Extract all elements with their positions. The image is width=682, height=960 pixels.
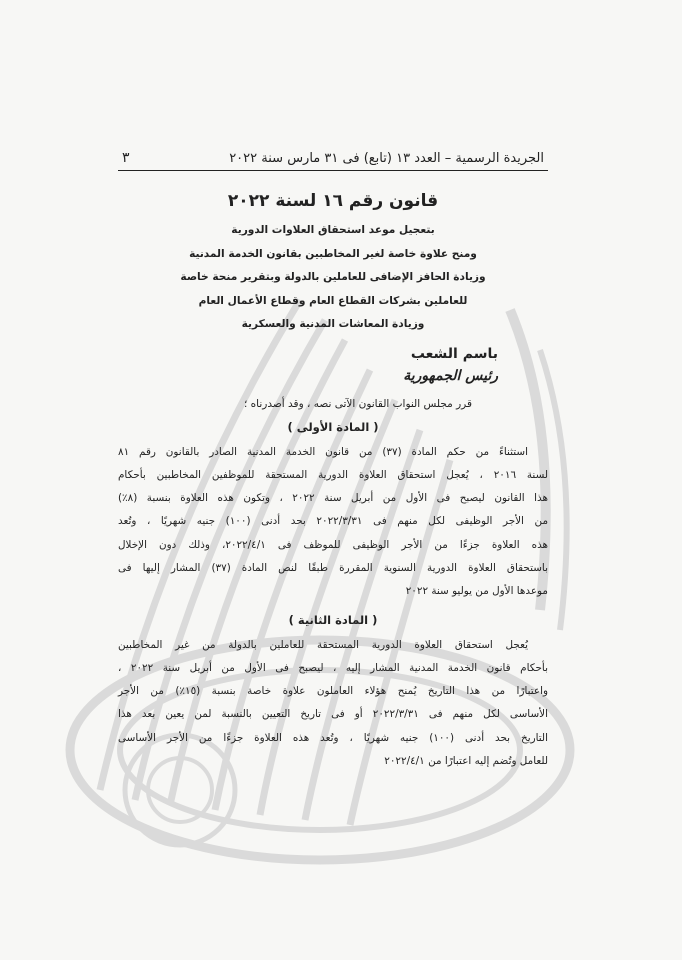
article-1-line: هذه العلاوة جزءًا من الأجر الوظيفى للموظف فى ٢٠٢٢/٤/١، وذلك دون الإخلال (118, 538, 548, 551)
article-2-line: بأحكام قانون الخدمة المدنية المشار إليه ، ليصبح فى الأول من أبريل سنة ٢٠٢٢ ، (118, 661, 548, 674)
article-1-line: لسنة ٢٠١٦ ، يُعجل استحقاق العلاوة الدورية المستحقة للموظفين المخاطبين بأحكام (118, 468, 549, 481)
law-title: قانون رقم ١٦ لسنة ٢٠٢٢ (227, 191, 439, 211)
article-2-line: واعتبارًا من هذا التاريخ يُمنح هؤلاء العاملون علاوة خاصة بنسبة (١٥٪) من الأجر (118, 685, 548, 698)
article-1-line: من الأجر الوظيفى لكل منهم فى ٢٠٢٢/٣/٣١ بحد أدنى (١٠٠) جنيه شهريًا ، وتُعد (118, 515, 549, 528)
page-header (118, 150, 548, 171)
law-subtitle-line: للعاملين بشركات القطاع العام وقطاع الأعمال العام (198, 294, 468, 307)
article-2-line: للعامل وتُضم إليه اعتبارًا من ٢٠٢٢/٤/١ (384, 755, 548, 768)
article-1-body (118, 441, 548, 604)
law-subtitle-line: بتعجيل موعد استحقاق العلاوات الدورية (231, 224, 435, 236)
article-1-line: استثناءً من حكم المادة (٣٧) من قانون الخدمة المدنية الصادر بالقانون رقم ٨١ (118, 445, 529, 458)
article-2-body (118, 634, 548, 774)
page-number: ٣ (122, 150, 130, 166)
law-subtitle-line: وزيادة الحافز الإضافى للعاملين بالدولة وبتقرير منحة خاصة (180, 271, 486, 283)
article-2-line: يُعجل استحقاق العلاوة الدورية المستحقة للعاملين بالدولة من غير المخاطبين (118, 638, 528, 651)
gazette-issue-line: الجريدة الرسمية – العدد ١٣ (تابع) فى ٣١ مارس سنة ٢٠٢٢ (229, 151, 544, 166)
law-subtitle-line: وزيادة المعاشات المدنية والعسكرية (241, 318, 425, 330)
law-subtitle-line: ومنح علاوة خاصة لغير المخاطبين بقانون الخدمة المدنية (189, 247, 477, 260)
article-1-line: باستحقاق العلاوة الدورية السنوية المقررة طبقًا لنص المادة (٣٧) المشار إليها فى (118, 561, 548, 574)
page-content (118, 150, 548, 773)
article-2-line: الأساسى لكل منهم فى ٢٠٢٢/٣/٣١ أو فى تاريخ التعيين بالنسبة لمن يعين بعد هذا (118, 708, 548, 721)
article-1-line: موعدها الأول من يوليو سنة ٢٠٢٢ (405, 585, 548, 598)
article-1-heading: ( المادة الأولى ) (287, 419, 379, 434)
invocation-people: باسم الشعب (410, 345, 498, 362)
article-1-line: هذا القانون ليصبح فى الأول من أبريل سنة ٢٠٢٢ ، وتكون هذه العلاوة بنسبة (٨٪) (118, 492, 548, 505)
article-2-line: التاريخ بحد أدنى (١٠٠) جنيه شهريًا ، وتُعد هذه العلاوة جزءًا من الأجر الأساسى (118, 731, 548, 744)
preamble: قرر مجلس النواب القانون الآتى نصه ، وقد أصدرناه ؛ (244, 397, 472, 410)
invocation-president: رئيس الجمهورية (403, 367, 498, 384)
article-2-heading: ( المادة الثانية ) (288, 612, 378, 627)
